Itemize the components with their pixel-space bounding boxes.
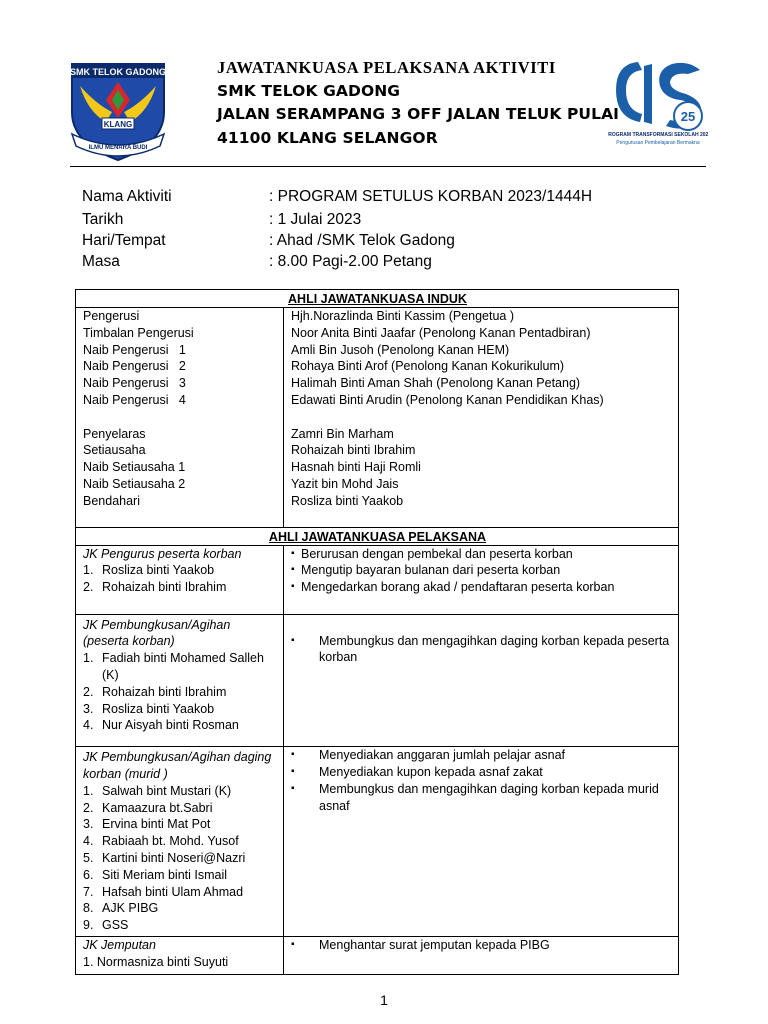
member-name: Rohaizah binti Ibrahim — [102, 580, 227, 595]
task-item: ▪ Menghantar surat jemputan kepada PIBG — [291, 937, 672, 954]
induk-names — [284, 308, 679, 528]
member-name: Hasnah binti Haji Romli — [291, 460, 421, 475]
list-item — [83, 816, 277, 833]
role: Bendahari — [83, 493, 140, 508]
induk-roles — [76, 308, 284, 528]
committee-row — [76, 614, 679, 747]
info-label: Nama Aktiviti — [82, 188, 172, 205]
task-list — [291, 546, 672, 596]
committee-members — [76, 545, 284, 614]
member-name: AJK PIBG — [102, 901, 159, 916]
list-item — [83, 562, 277, 579]
list-item — [83, 850, 277, 867]
list-item — [83, 867, 277, 884]
info-value: : 8.00 Pagi-2.00 Petang — [269, 253, 432, 270]
member-number: 4. — [83, 718, 94, 733]
task-item: ▪ Membungkus dan mengagihkan daging korban kepada murid asnaf — [291, 781, 672, 815]
committee-row — [76, 936, 679, 974]
info-value: : PROGRAM SETULUS KORBAN 2023/1444H — [269, 188, 593, 205]
list-item — [83, 684, 277, 701]
member-name: Halimah Binti Aman Shah (Penolong Kanan Petang) — [291, 376, 581, 391]
member-number: 4. — [83, 834, 94, 849]
member-name: Hjh.Norazlinda Binti Kassim (Pengetua ) — [291, 309, 515, 323]
committee-title: JK Pembungkusan/Agihan (peserta korban) — [83, 617, 231, 649]
spacer — [83, 409, 277, 426]
committee-tasks — [284, 614, 679, 747]
member-number: 1. — [83, 651, 94, 666]
task-item: ▪ Mengutip bayaran bulanan dari peserta korban — [291, 562, 672, 579]
letterhead-line-3: JALAN SERAMPANG 3 OFF JALAN TELUK PULAI — [217, 105, 620, 123]
letterhead-line-4: 41100 KLANG SELANGOR — [217, 128, 438, 147]
list-item — [83, 650, 277, 684]
task-item: ▪ Berurusan dengan pembekal dan peserta korban — [291, 546, 672, 563]
member-name: Rohaizah binti Ibrahim — [291, 443, 416, 458]
member-name: Edawati Binti Arudin (Penolong Kanan Pendidikan Khas) — [291, 392, 604, 407]
list-item — [83, 579, 277, 596]
role: Setiausaha — [83, 443, 146, 458]
page-number: 1 — [380, 992, 388, 1008]
info-label: Masa — [82, 253, 120, 270]
member-list — [83, 562, 277, 596]
list-item — [83, 701, 277, 718]
logo-number-text: 25 — [680, 109, 696, 124]
member-number: 2. — [83, 800, 94, 815]
member-name: Ervina binti Mat Pot — [102, 817, 211, 832]
member-number: 2. — [83, 580, 94, 595]
list-item — [83, 917, 277, 934]
member-number: 7. — [83, 884, 94, 899]
committee-tasks — [284, 545, 679, 614]
induk-heading: AHLI JAWATANKUASA INDUK — [76, 290, 679, 308]
info-value: : 1 Julai 2023 — [269, 211, 362, 228]
member-number: 9. — [83, 918, 94, 933]
member-name: Rosliza binti Yaakob — [102, 701, 215, 716]
list-item — [83, 884, 277, 901]
member-name: Nur Aisyah binti Rosman — [102, 718, 239, 733]
task-item: ▪ Membungkus dan mengagihkan daging korban kepada peserta korban — [291, 633, 672, 667]
member-number: 1. — [83, 783, 94, 798]
role: Naib Pengerusi 3 — [83, 376, 186, 391]
member-name: Salwah bint Mustari (K) — [102, 783, 232, 798]
committee-title: JK Pembungkusan/Agihan daging korban (murid ) — [83, 750, 272, 781]
committee-members — [76, 936, 284, 974]
member-name: Hafsah binti Ulam Ahmad — [102, 884, 244, 899]
member-name: Amli Bin Jusoh (Penolong Kanan HEM) — [291, 342, 510, 357]
role: Timbalan Pengerusi — [83, 325, 194, 340]
member-number: 3. — [83, 701, 94, 716]
header-divider — [70, 166, 706, 167]
logo-caption-1: PROGRAM TRANSFORMASI SEKOLAH 2025 — [608, 132, 708, 138]
task-item: ▪ Mengedarkan borang akad / pendaftaran peserta korban — [291, 579, 672, 596]
member-number: 3. — [83, 817, 94, 832]
member-name: Rohaizah binti Ibrahim — [102, 684, 227, 699]
info-label: Hari/Tempat — [82, 232, 166, 249]
committee-title: JK Jemputan — [83, 937, 156, 952]
member-name: Rosliza binti Yaakob — [291, 493, 404, 508]
member-name: Rosliza binti Yaakob — [102, 563, 215, 578]
crest-center-text: KLANG — [103, 120, 133, 129]
member-number: 8. — [83, 901, 94, 916]
committee-members — [76, 614, 284, 747]
letterhead — [217, 56, 619, 150]
logo-caption-2: Pengurusan Pembelajaran Bermakna — [616, 140, 700, 146]
school-crest-logo — [66, 56, 170, 164]
list-item — [83, 833, 277, 850]
spacer — [291, 409, 672, 426]
pelaksana-heading: AHLI JAWATANKUASA PELAKSANA — [76, 527, 679, 545]
info-value: : Ahad /SMK Telok Gadong — [269, 232, 455, 249]
member-name: Siti Meriam binti Ismail — [102, 867, 228, 882]
task-item: ▪ Menyediakan kupon kepada asnaf zakat — [291, 764, 672, 781]
role: Naib Setiausaha 1 — [83, 460, 186, 475]
member-number: 2. — [83, 684, 94, 699]
member-name: Noor Anita Binti Jaafar (Penolong Kanan Pentadbiran) — [291, 325, 591, 340]
crest-motto-text: ILMU MENARA BUDI — [88, 145, 148, 151]
role: Naib Pengerusi 4 — [83, 392, 186, 407]
member-name: Kartini binti Noseri@Nazri — [102, 850, 246, 865]
list-item — [83, 900, 277, 917]
info-label: Tarikh — [82, 211, 124, 228]
role: Penyelaras — [83, 426, 146, 441]
member-number: 1. — [83, 563, 94, 578]
member-name: Zamri Bin Marham — [291, 426, 394, 441]
member-list — [83, 783, 277, 934]
committee-row — [76, 545, 679, 614]
member-name: Kamaazura bt.Sabri — [102, 800, 213, 815]
list-item — [83, 800, 277, 817]
role: Naib Pengerusi 1 — [83, 342, 186, 357]
list-item — [83, 783, 277, 800]
member-name: GSS — [102, 918, 129, 933]
list-item — [83, 717, 277, 734]
task-list — [291, 633, 672, 667]
task-list — [291, 747, 672, 814]
member-number: 5. — [83, 850, 94, 865]
induk-row — [76, 308, 679, 528]
committee-members — [76, 747, 284, 937]
member-list — [83, 650, 277, 734]
letterhead-line-1: JAWATANKUASA PELAKSANA AKTIVITI — [217, 58, 556, 77]
member-name: Rabiaah bt. Mohd. Yusof — [102, 834, 239, 849]
task-list — [291, 937, 672, 954]
member-name: Fadiah binti Mohamed Salleh (K) — [102, 651, 264, 682]
member-name: 1. Normasniza binti Suyuti — [83, 954, 229, 969]
member-name: Rohaya Binti Arof (Penolong Kanan Kokurikulum) — [291, 359, 565, 374]
committee-title: JK Pengurus peserta korban — [83, 546, 242, 561]
member-name: Yazit bin Mohd Jais — [291, 476, 399, 491]
task-item: ▪ Menyediakan anggaran jumlah pelajar asnaf — [291, 747, 672, 764]
role: Pengerusi — [83, 309, 140, 323]
role: Naib Pengerusi 2 — [83, 359, 186, 374]
committee-tasks — [284, 747, 679, 937]
role: Naib Setiausaha 2 — [83, 476, 186, 491]
committee-table — [75, 289, 679, 975]
crest-top-text: SMK TELOK GADONG — [70, 67, 166, 77]
member-number: 6. — [83, 867, 94, 882]
committee-row — [76, 747, 679, 937]
committee-tasks — [284, 936, 679, 974]
transformation-program-logo — [608, 56, 708, 152]
letterhead-line-2: SMK TELOK GADONG — [217, 81, 401, 100]
